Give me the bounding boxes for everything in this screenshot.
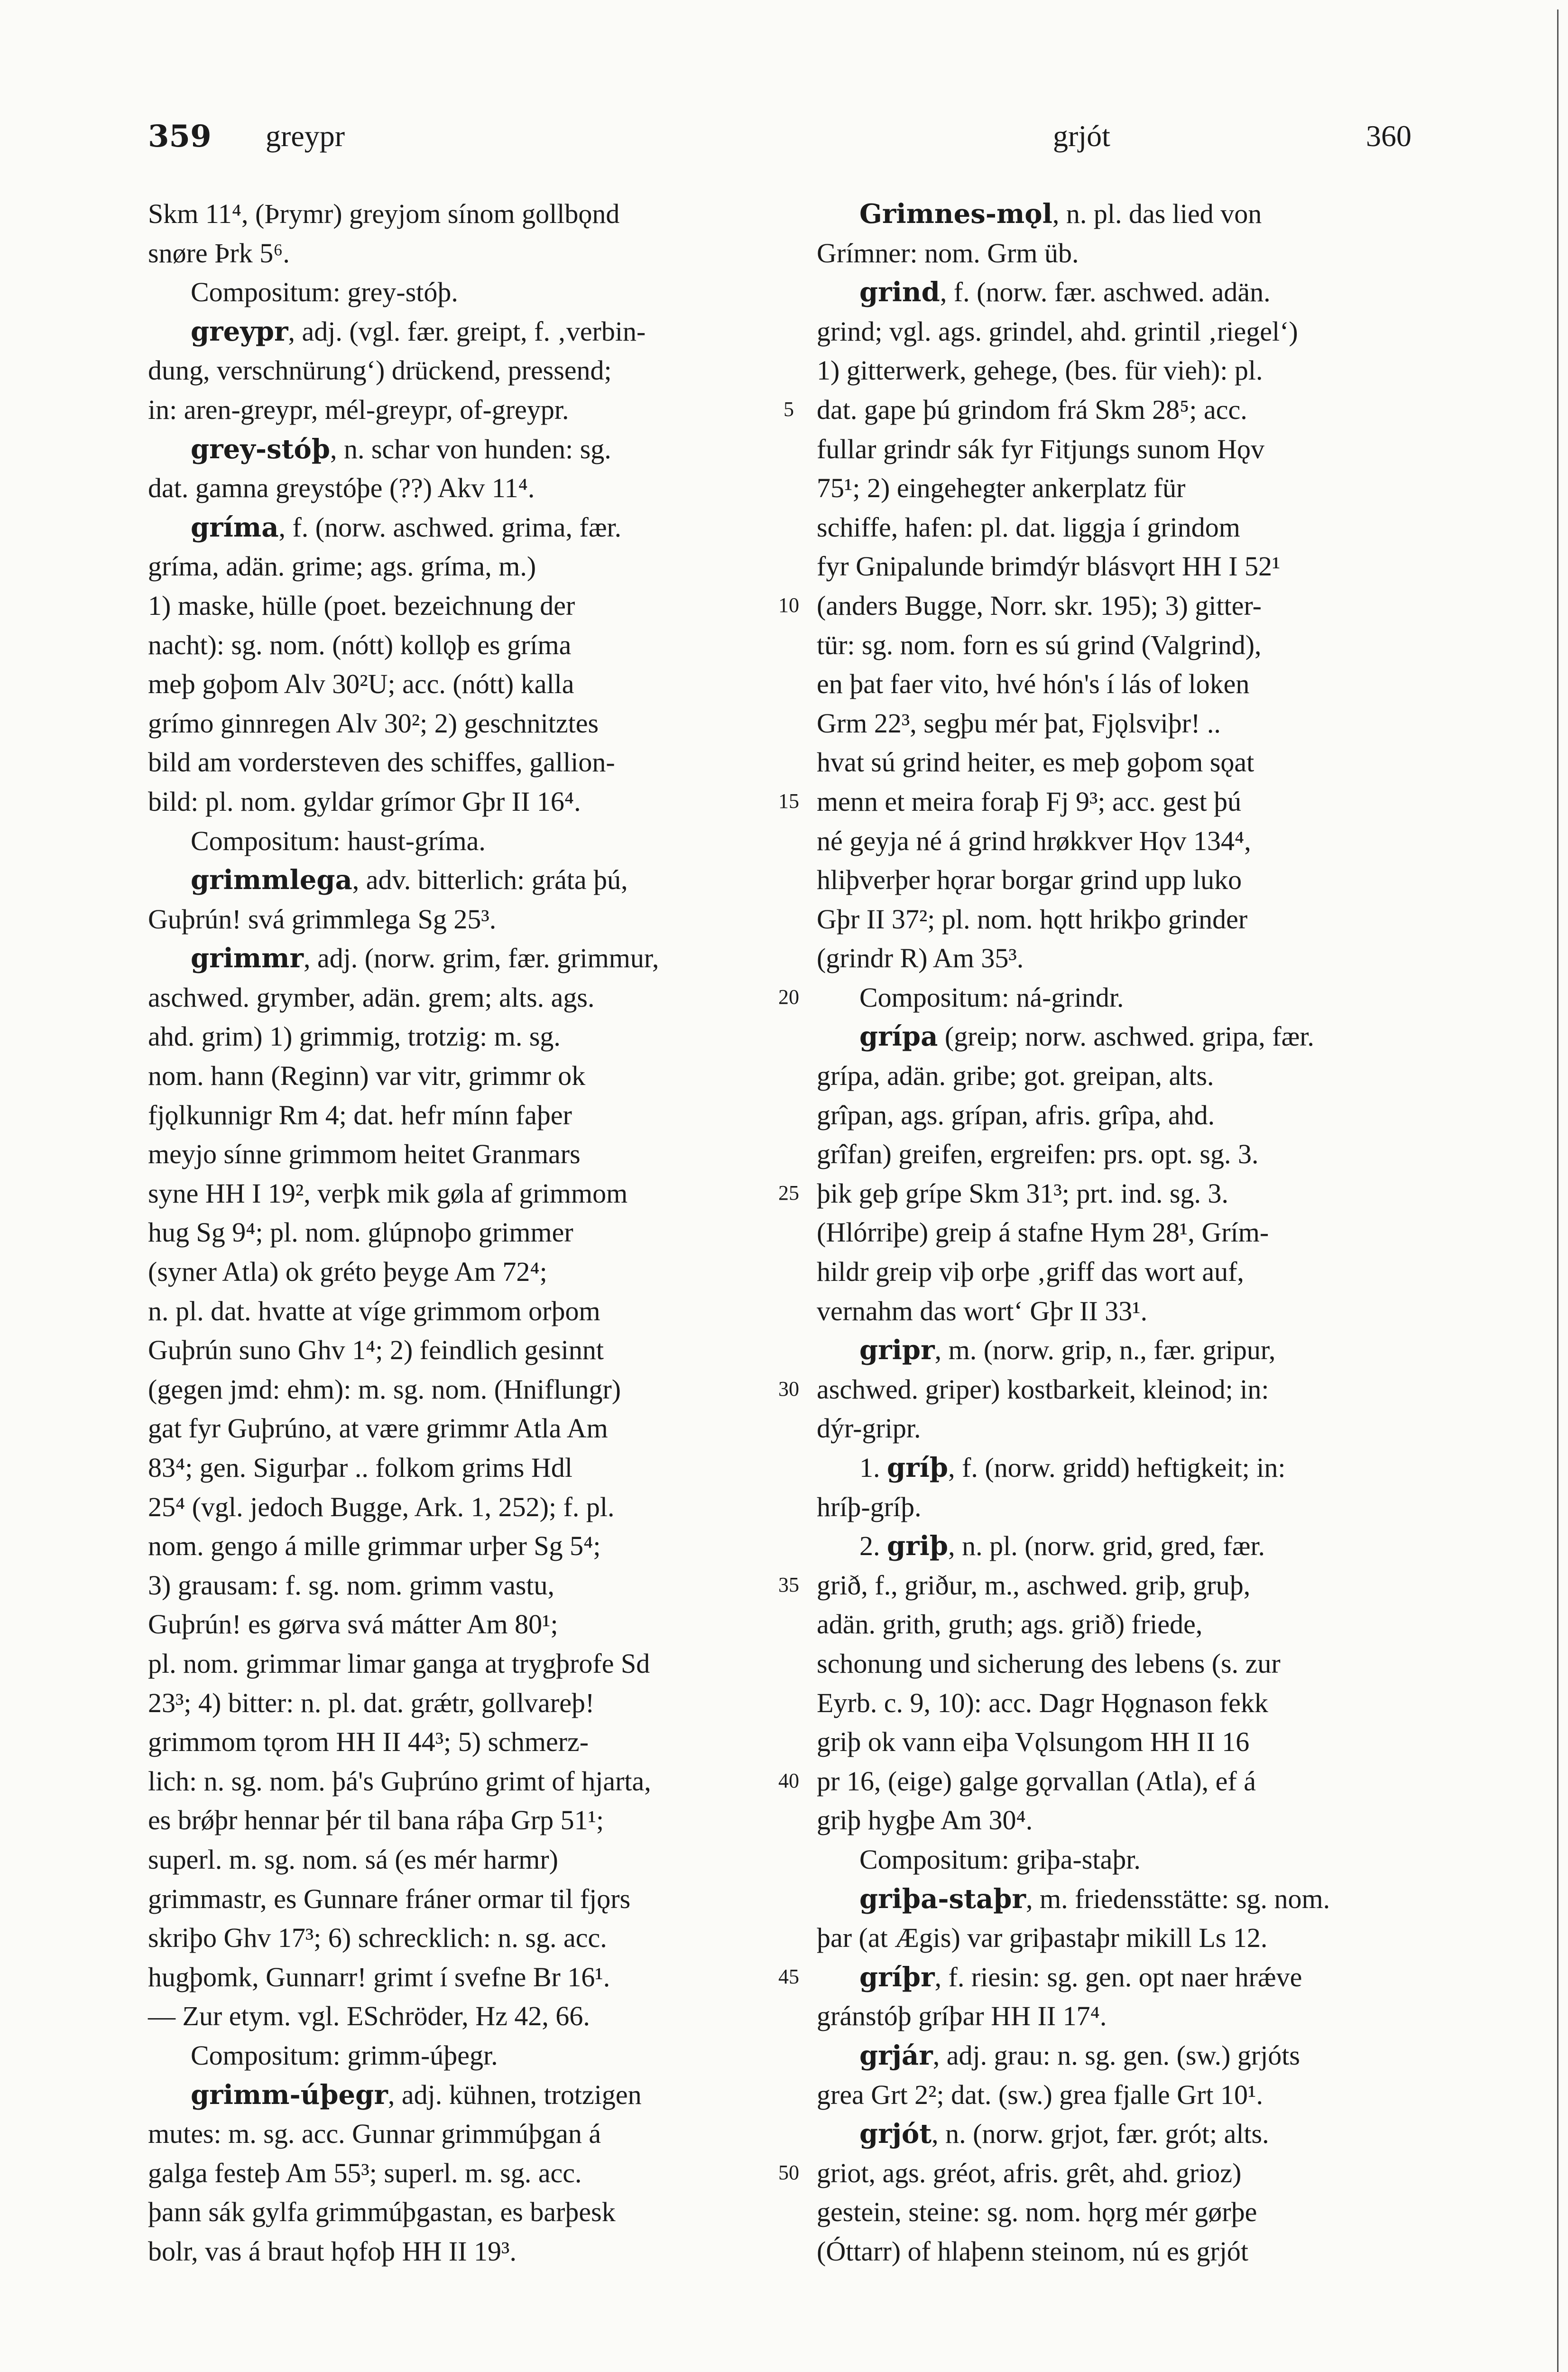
text-line (148, 2232, 765, 2271)
line-text: , adv. bitterlich: gráta þú, (352, 864, 628, 896)
text-line (817, 2076, 1433, 2115)
line-text: hríþ-gríþ. (817, 1491, 922, 1522)
text-line (817, 586, 1433, 626)
line-text: n. pl. dat. hvatte at víge grimmom orþom (148, 1295, 600, 1326)
text-line (817, 430, 1433, 469)
line-text: hugþomk, Gunnarr! grimt í svefne Br 16¹. (148, 1961, 610, 1992)
line-number: 40 (778, 1769, 799, 1792)
line-text: aschwed. griper) kostbarkeit, kleinod; in: (817, 1373, 1269, 1405)
text-line (817, 1488, 1433, 1527)
text-line (817, 782, 1433, 822)
text-line (817, 234, 1433, 273)
text-line (148, 626, 765, 665)
line-text: schonung und sicherung des lebens (s. zur (817, 1648, 1281, 1679)
headword: gríþ (887, 1452, 949, 1483)
text-line (817, 939, 1433, 978)
line-text: aschwed. grymber, adän. grem; alts. ags. (148, 982, 595, 1013)
line-text: menn et meira foraþ Fj 9³; acc. gest þú (817, 786, 1242, 817)
text-line (817, 1684, 1433, 1723)
line-text: galga festeþ Am 55³; superl. m. sg. acc. (148, 2157, 582, 2188)
line-text: Compositum: ná-grindr. (859, 982, 1124, 1013)
line-text: (anders Bugge, Norr. skr. 195); 3) gitter- (817, 590, 1262, 621)
text-line (817, 1997, 1433, 2036)
text-line (817, 1527, 1433, 1566)
line-text: 75¹; 2) eingehegter ankerplatz für (817, 473, 1186, 504)
line-text: , f. (norw. fær. aschwed. adän. (940, 277, 1271, 308)
text-line (148, 1801, 765, 1840)
line-text: in: aren-greypr, mél-greypr, of-greypr. (148, 394, 569, 425)
text-line (148, 351, 765, 390)
line-text: bild am vordersteven des schiffes, gallion- (148, 747, 615, 778)
line-text: gestein, steine: sg. nom. hǫrg mér gørþe (817, 2196, 1257, 2228)
text-line (817, 900, 1433, 939)
line-text: gat fyr Guþrúno, at være grimmr Atla Am (148, 1413, 608, 1444)
text-line (817, 390, 1433, 430)
line-text: vernahm das wort‘ Gþr II 33¹. (817, 1295, 1148, 1326)
line-number: 15 (778, 789, 799, 813)
line-text: grîpan, ags. grípan, afris. grîpa, ahd. (817, 1099, 1215, 1130)
line-text: en þat faer vito, hvé hón's í lás of loken (817, 668, 1250, 700)
line-text: (syner Atla) ok gréto þeyge Am 72⁴; (148, 1256, 547, 1288)
text-line (817, 626, 1433, 665)
line-text: 83⁴; gen. Sigurþar .. folkom grims Hdl (148, 1452, 572, 1483)
line-text: þar (at Ægis) var griþastaþr mikill Ls 12. (817, 1922, 1268, 1954)
text-line (817, 1056, 1433, 1096)
text-line (817, 312, 1433, 352)
left-column (148, 195, 765, 2271)
headword: Grimnes-mǫl (859, 198, 1052, 230)
line-text: , adj. (vgl. fær. greipt, f. ‚verbin- (288, 315, 646, 347)
text-line (817, 1017, 1433, 1056)
text-line (148, 2036, 765, 2076)
text-line (817, 1448, 1433, 1488)
line-text: , f. (norw. gridd) heftigkeit; in: (948, 1452, 1286, 1483)
running-head-right: grjót (1053, 119, 1110, 153)
text-line (148, 1723, 765, 1762)
line-text: grið, f., griður, m., aschwed. griþ, gruþ, (817, 1569, 1251, 1601)
line-text: Grímner: nom. Grm üb. (817, 237, 1079, 269)
text-line (817, 508, 1433, 547)
line-text: hliþverþer hǫrar borgar grind upp luko (817, 864, 1242, 896)
line-text: grípa, adän. gribe; got. greipan, alts. (817, 1060, 1214, 1092)
text-line (148, 1566, 765, 1605)
text-line (817, 1213, 1433, 1252)
text-line (817, 1292, 1433, 1331)
text-line (817, 1174, 1433, 1214)
line-text: pr 16, (eige) galge gǫrvallan (Atla), ef á (817, 1765, 1256, 1797)
line-text: griot, ags. gréot, afris. grêt, ahd. grioz) (817, 2157, 1242, 2188)
line-text: adän. grith, gruth; ags. grið) friede, (817, 1609, 1203, 1640)
line-text: griþ hygþe Am 30⁴. (817, 1805, 1033, 1836)
text-line (148, 1958, 765, 1997)
line-text: fjǫlkunnigr Rm 4; dat. hefr mínn faþer (148, 1099, 572, 1130)
text-line (148, 1880, 765, 1919)
line-text: 1) maske, hülle (poet. bezeichnung der (148, 590, 575, 621)
line-number: 5 (784, 398, 794, 421)
line-text: (greip; norw. aschwed. gripa, fær. (938, 1021, 1314, 1052)
line-text: syne HH I 19², verþk mik gøla af grimmom (148, 1177, 628, 1209)
line-text: (gegen jmd: ehm): m. sg. nom. (Hniflungr) (148, 1373, 621, 1405)
line-text: , n. pl. (norw. grid, gred, fær. (948, 1530, 1265, 1562)
line-text: hildr greip viþ orþe ‚griff das wort auf, (817, 1256, 1244, 1288)
text-line (817, 273, 1433, 312)
running-head-left: greypr (266, 119, 345, 153)
text-line (148, 1527, 765, 1566)
text-line (148, 665, 765, 704)
text-line (817, 978, 1433, 1018)
text-line (148, 1135, 765, 1174)
line-text: dat. gape þú grindom frá Skm 28⁵; acc. (817, 394, 1247, 425)
line-text: , m. (norw. grip, n., fær. gripur, (934, 1334, 1276, 1366)
text-line (148, 1409, 765, 1448)
text-line (817, 1840, 1433, 1880)
headword: grjót (859, 2118, 932, 2150)
text-line (817, 1723, 1433, 1762)
line-text: 23³; 4) bitter: n. pl. dat. grǽtr, gollvareþ! (148, 1687, 595, 1718)
line-text: grímo ginnregen Alv 30²; 2) geschnitztes (148, 707, 599, 739)
line-text: þik geþ grípe Skm 31³; prt. ind. sg. 3. (817, 1177, 1229, 1209)
right-column (817, 195, 1433, 2271)
line-text: þann sák gylfa grimmúþgastan, es barþesk (148, 2196, 616, 2228)
text-line (148, 782, 765, 822)
line-text: Skm 11⁴, (Þrymr) greyjom sínom gollbǫnd (148, 198, 620, 229)
text-line (817, 1370, 1433, 1409)
text-line (148, 822, 765, 861)
line-text: snøre Þrk 5⁶. (148, 237, 290, 269)
text-line (817, 822, 1433, 861)
text-line (148, 547, 765, 586)
line-text: fyr Gnipalunde brimdýr blásvǫrt HH I 52¹ (817, 551, 1281, 582)
line-text: Guþrún suno Ghv 1⁴; 2) feindlich gesinnt (148, 1334, 604, 1366)
text-line (148, 390, 765, 430)
text-line (148, 1644, 765, 1684)
line-text: Compositum: griþa-staþr. (859, 1844, 1141, 1875)
text-line (148, 508, 765, 547)
line-text: tür: sg. nom. forn es sú grind (Valgrind), (817, 629, 1262, 660)
line-text: bolr, vas á braut hǫfoþ HH II 19³. (148, 2235, 517, 2267)
text-line (148, 2114, 765, 2154)
text-line (817, 2232, 1433, 2271)
line-text: grimmom tǫrom HH II 44³; 5) schmerz- (148, 1726, 589, 1758)
line-text: griþ ok vann eiþa Vǫlsungom HH II 16 (817, 1726, 1250, 1758)
text-line (148, 2193, 765, 2232)
text-line (148, 1840, 765, 1880)
text-line (148, 1017, 765, 1056)
text-line (817, 1096, 1433, 1135)
line-text: schiffe, hafen: pl. dat. liggja í grindom (817, 511, 1240, 543)
text-line (817, 1135, 1433, 1174)
text-line (148, 469, 765, 508)
line-number: 25 (778, 1181, 799, 1205)
page-edge-rule (1557, 9, 1559, 2372)
line-text: meþ goþom Alv 30²U; acc. (nótt) kalla (148, 668, 574, 700)
line-text: , adj. (norw. grim, fær. grimmur, (303, 943, 659, 974)
line-text: Compositum: haust-gríma. (191, 825, 486, 856)
line-number: 50 (778, 2161, 799, 2184)
text-line (817, 1252, 1433, 1292)
text-line (148, 273, 765, 312)
text-line (817, 1880, 1433, 1919)
headword: greypr (191, 315, 288, 347)
text-line (817, 2114, 1433, 2154)
headword: grimm-úþegr (191, 2079, 388, 2111)
line-text: , n. (norw. grjot, fær. grót; alts. (932, 2118, 1269, 2150)
line-text: nom. hann (Reginn) var vitr, grimmr ok (148, 1060, 586, 1092)
line-text: skriþo Ghv 17³; 6) schrecklich: n. sg. acc. (148, 1922, 607, 1954)
line-text: nom. gengo á mille grimmar urþer Sg 5⁴; (148, 1530, 601, 1562)
text-line (148, 1684, 765, 1723)
line-text: (Óttarr) of hlaþenn steinom, nú es grjót (817, 2235, 1249, 2267)
line-text: Compositum: grey-stóþ. (191, 277, 458, 308)
line-text: pl. nom. grimmar limar ganga at trygþrofe Sd (148, 1648, 650, 1679)
text-line (148, 743, 765, 782)
headword: griþ (887, 1530, 949, 1562)
text-line (817, 1605, 1433, 1644)
line-text: , adj. kühnen, trotzigen (387, 2079, 642, 2110)
line-text: 1) gitterwerk, gehege, (bes. für vieh): pl. (817, 355, 1263, 386)
line-text: fullar grindr sák fyr Fitjungs sunom Hǫv (817, 433, 1265, 464)
text-line (148, 704, 765, 743)
text-line (817, 1331, 1433, 1370)
text-line (817, 743, 1433, 782)
line-text: meyjo sínne grimmom heitet Granmars (148, 1139, 581, 1170)
line-text: mutes: m. sg. acc. Gunnar grimmúþgan á (148, 2118, 601, 2150)
line-text: Eyrb. c. 9, 10): acc. Dagr Hǫgnason fekk (817, 1687, 1268, 1718)
line-text: (Hlórriþe) greip á stafne Hym 28¹, Grím- (817, 1217, 1269, 1248)
text-line (148, 1056, 765, 1096)
text-line (148, 195, 765, 234)
line-text: grîfan) greifen, ergreifen: prs. opt. sg. 3. (817, 1139, 1259, 1170)
line-text: hug Sg 9⁴; pl. nom. glúpnoþo grimmer (148, 1217, 573, 1248)
headword: grimmlega (191, 864, 352, 896)
line-text: grind; vgl. ags. grindel, ahd. grintil ‚riegel‘) (817, 315, 1298, 347)
headword: gríþr (859, 1961, 935, 1993)
text-line (148, 312, 765, 352)
text-line (817, 1958, 1433, 1997)
text-line (148, 1605, 765, 1644)
text-line (817, 1644, 1433, 1684)
text-line (148, 1292, 765, 1331)
line-number: 45 (778, 1965, 799, 1988)
text-line (817, 469, 1433, 508)
line-text: Grm 22³, segþu mér þat, Fjǫlsviþr! .. (817, 707, 1221, 739)
line-text: — Zur etym. vgl. ESchröder, Hz 42, 66. (148, 2001, 590, 2032)
headword: griþa-staþr (859, 1883, 1026, 1915)
line-text: , m. friedensstätte: sg. nom. (1025, 1883, 1330, 1914)
line-text: dýr-gripr. (817, 1413, 921, 1444)
line-text: (grindr R) Am 35³. (817, 943, 1024, 974)
entry-number: 2. (859, 1530, 887, 1562)
line-text: gríma, adän. grime; ags. gríma, m.) (148, 551, 536, 582)
text-line (148, 1997, 765, 2036)
text-line (148, 586, 765, 626)
text-line (817, 351, 1433, 390)
text-line (148, 234, 765, 273)
line-text: né geyja né á grind hrøkkver Hǫv 134⁴, (817, 825, 1251, 856)
line-text: , f. riesin: sg. gen. opt naer hrǽve (934, 1961, 1302, 1992)
entry-number: 1. (859, 1452, 887, 1483)
line-text: 25⁴ (vgl. jedoch Bugge, Ark. 1, 252); f. pl. (148, 1491, 615, 1522)
headword: gripr (859, 1334, 935, 1366)
line-text: 3) grausam: f. sg. nom. grimm vastu, (148, 1569, 555, 1601)
text-line (148, 1331, 765, 1370)
line-number: 35 (778, 1573, 799, 1596)
text-line (148, 939, 765, 978)
text-line (148, 861, 765, 900)
text-line (817, 1801, 1433, 1840)
line-text: Guþrún! es gørva svá mátter Am 80¹; (148, 1609, 558, 1640)
page-number-right: 360 (1366, 119, 1411, 153)
text-line (817, 2193, 1433, 2232)
text-line (817, 547, 1433, 586)
line-text: gránstóþ gríþar HH II 17⁴. (817, 2001, 1107, 2032)
line-text: nacht): sg. nom. (nótt) kollǫþ es gríma (148, 629, 572, 660)
line-text: ahd. grim) 1) grimmig, trotzig: m. sg. (148, 1021, 561, 1052)
text-line (148, 1488, 765, 1527)
text-line (817, 704, 1433, 743)
text-line (148, 1918, 765, 1958)
headword: grjár (859, 2039, 933, 2071)
text-line (817, 861, 1433, 900)
text-line (148, 1448, 765, 1488)
text-line (148, 2076, 765, 2115)
line-text: , n. pl. das lied von (1052, 198, 1262, 229)
text-line (817, 195, 1433, 234)
line-text: grimmastr, es Gunnare fráner ormar til fjǫrs (148, 1883, 631, 1914)
text-line (817, 1762, 1433, 1801)
headword: grimmr (191, 943, 304, 974)
line-number: 30 (778, 1377, 799, 1400)
headword: grind (859, 277, 940, 308)
line-text: Guþrún! svá grimmlega Sg 25³. (148, 903, 497, 935)
line-text: Gþr II 37²; pl. nom. hǫtt hrikþo grinder (817, 903, 1248, 935)
line-text: Compositum: grimm-úþegr. (191, 2039, 498, 2071)
text-line (148, 1096, 765, 1135)
headword: grey-stóþ (191, 433, 330, 465)
line-text: dung, verschnürung‘) drückend, pressend; (148, 355, 612, 386)
text-line (148, 978, 765, 1018)
page-number-left: 359 (148, 119, 212, 154)
text-line (817, 2154, 1433, 2193)
line-number: 10 (778, 593, 799, 617)
text-line (148, 430, 765, 469)
text-line (817, 2036, 1433, 2076)
text-line (148, 900, 765, 939)
line-text: es brǿþr hennar þér til bana ráþa Grp 51¹; (148, 1805, 604, 1836)
text-line (148, 1370, 765, 1409)
line-text: grea Grt 2²; dat. (sw.) grea fjalle Grt 10¹. (817, 2079, 1263, 2110)
line-text: bild: pl. nom. gyldar grímor Gþr II 16⁴. (148, 786, 581, 817)
text-line (148, 1252, 765, 1292)
text-line (817, 1566, 1433, 1605)
text-line (148, 2154, 765, 2193)
text-line (148, 1174, 765, 1214)
line-text: dat. gamna greystóþe (??) Akv 11⁴. (148, 473, 535, 504)
line-text: , adj. grau: n. sg. gen. (sw.) grjóts (932, 2039, 1300, 2071)
line-text: , f. (norw. aschwed. grima, fær. (278, 511, 622, 543)
line-number: 20 (778, 985, 799, 1009)
text-line (148, 1213, 765, 1252)
text-line (817, 665, 1433, 704)
text-line (148, 1762, 765, 1801)
line-text: lich: n. sg. nom. þá's Guþrúno grimt of hjarta, (148, 1765, 651, 1797)
headword: gríma (191, 511, 279, 543)
text-line (817, 1409, 1433, 1448)
text-line (817, 1918, 1433, 1958)
headword: grípa (859, 1021, 938, 1053)
line-text: superl. m. sg. nom. sá (es mér harmr) (148, 1844, 558, 1875)
line-text: , n. schar von hunden: sg. (330, 433, 611, 464)
line-text: hvat sú grind heiter, es meþ goþom sǫat (817, 747, 1254, 778)
